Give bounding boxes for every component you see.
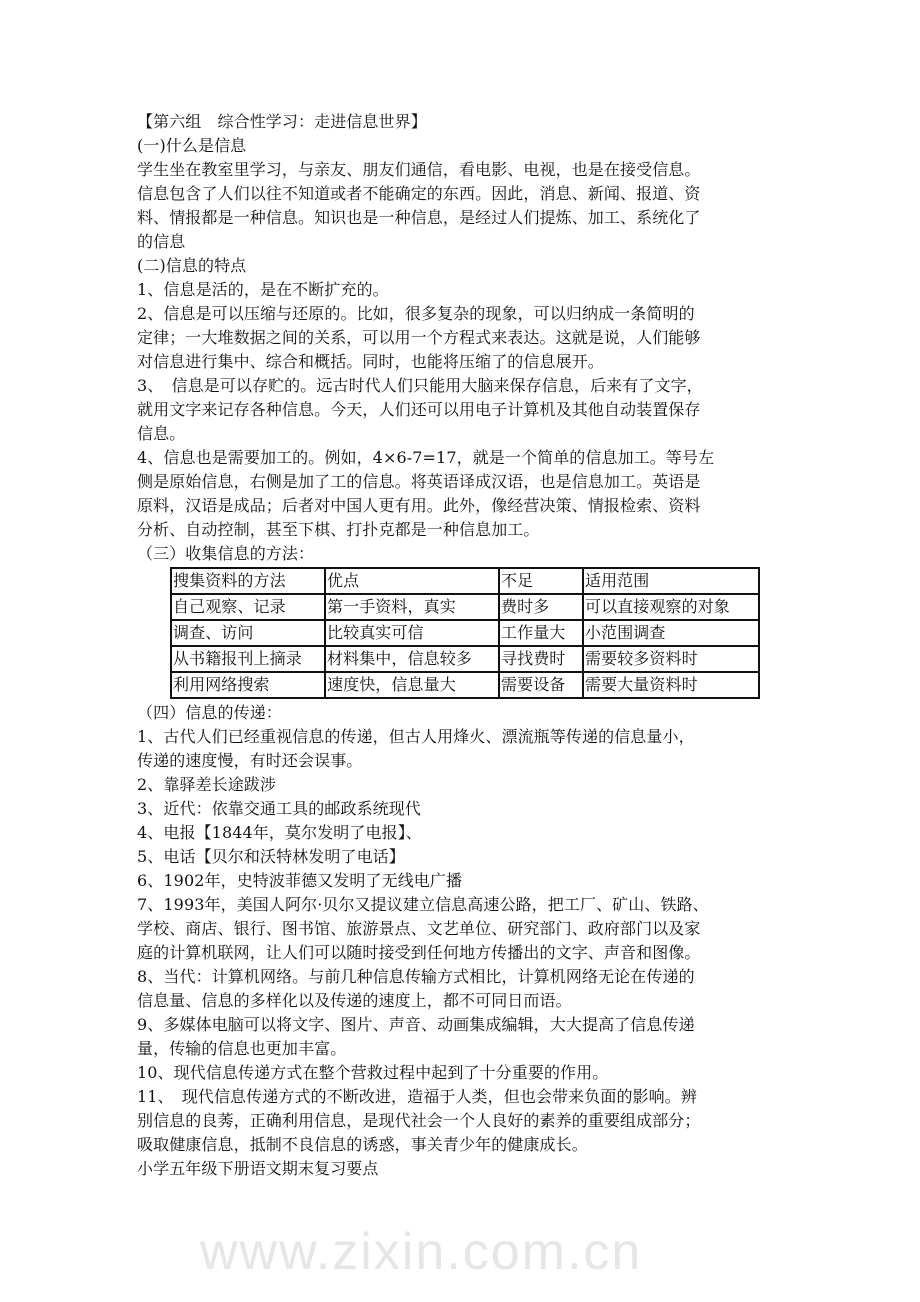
text-line: 2、信息是可以压缩与还原的。比如，很多复杂的现象，可以归纳成一条简明的 [137, 304, 695, 323]
table-cell: 小范围调查 [583, 620, 759, 646]
text-line: 别信息的良莠，正确利用信息，是现代社会一个人良好的素养的重要组成部分； [137, 1111, 701, 1130]
table-cell: 需要设备 [499, 672, 583, 698]
section-heading: (二)信息的特点 [137, 256, 247, 275]
text-line: 的信息 [137, 232, 186, 251]
table-row [171, 620, 759, 646]
table-cell: 需要大量资料时 [583, 672, 759, 698]
text-line: 1、信息是活的，是在不断扩充的。 [137, 280, 389, 299]
text-line: 4、信息也是需要加工的。例如，4×6-7=17，就是一个简单的信息加工。等号左 [137, 448, 715, 467]
table-row [171, 594, 759, 620]
text-line: 6、1902年，史特波菲德又发明了无线电广播 [137, 871, 463, 890]
text-line: 7、1993年，美国人阿尔·贝尔又提议建立信息高速公路，把工厂、矿山、铁路、 [137, 895, 709, 914]
text-line: 1、古代人们已经重视信息的传递，但古人用烽火、漂流瓶等传递的信息量小， [137, 727, 695, 746]
text-line: 5、电话【贝尔和沃特林发明了电话】 [137, 847, 405, 866]
table-cell: 工作量大 [499, 620, 583, 646]
watermark: www.zixin.com.cn [200, 1223, 643, 1281]
table-row [171, 672, 759, 698]
text-line: 分析、自动控制，甚至下棋、打扑克都是一种信息加工。 [137, 520, 540, 539]
text-line: 学生坐在教室里学习，与亲友、朋友们通信，看电影、电视，也是在接受信息。 [137, 160, 701, 179]
document-body [137, 110, 797, 1181]
table-row [171, 646, 759, 672]
text-line: 信息量、信息的多样化以及传递的速度上，都不可同日而语。 [137, 991, 572, 1010]
section-heading: （四）信息的传递： [137, 703, 282, 722]
text-line: 3、近代：依靠交通工具的邮政系统现代 [137, 799, 421, 818]
table-cell: 调查、访问 [171, 620, 325, 646]
table-cell: 材料集中，信息较多 [325, 646, 499, 672]
text-line: 侧是原始信息，右侧是加了工的信息。将英语译成汉语，也是信息加工。英语是 [137, 472, 701, 491]
section-2-body [137, 278, 797, 542]
section-heading: (一)什么是信息 [137, 136, 247, 155]
text-line: 3、 信息是可以存贮的。远古时代人们只能用大脑来保存信息，后来有了文字， [137, 376, 703, 395]
text-line: 学校、商店、银行、图书馆、旅游景点、文艺单位、研究部门、政府部门以及家 [137, 919, 701, 938]
text-line: 传递的速度慢，有时还会误事。 [137, 751, 363, 770]
table-cell: 优点 [325, 568, 499, 594]
text-line: 量，传输的信息也更加丰富。 [137, 1039, 347, 1058]
table-cell: 费时多 [499, 594, 583, 620]
table-header-row [171, 568, 759, 594]
text-line: 信息。 [137, 424, 186, 443]
table-cell: 不足 [499, 568, 583, 594]
text-line: 10、现代信息传递方式在整个营救过程中起到了十分重要的作用。 [137, 1063, 609, 1082]
text-line: 定律；一大堆数据之间的关系，可以用一个方程式来表达。这就是说，人们能够 [137, 328, 701, 347]
text-line: 庭的计算机联网，让人们可以随时接受到任何地方传播出的文字、声音和图像。 [137, 943, 701, 962]
text-line: 原料，汉语是成品；后者对中国人更有用。此外，像经营决策、情报检索、资料 [137, 496, 701, 515]
text-line: 就用文字来记存各种信息。今天，人们还可以用电子计算机及其他自动装置保存 [137, 400, 701, 419]
section-4-body [137, 725, 797, 1157]
text-line: 11、 现代信息传递方式的不断改进，造福于人类，但也会带来负面的影响。辨 [137, 1087, 697, 1106]
text-line: 9、多媒体电脑可以将文字、图片、声音、动画集成编辑，大大提高了信息传递 [137, 1015, 695, 1034]
text-line: 8、当代：计算机网络。与前几种信息传输方式相比，计算机网络无论在传递的 [137, 967, 695, 986]
table-cell: 适用范围 [583, 568, 759, 594]
table-cell: 需要较多资料时 [583, 646, 759, 672]
table-cell: 第一手资料，真实 [325, 594, 499, 620]
table-cell: 速度快，信息量大 [325, 672, 499, 698]
document-title: 【第六组 综合性学习：走进信息世界】 [137, 112, 427, 131]
table-cell: 可以直接观察的对象 [583, 594, 759, 620]
text-line: 对信息进行集中、综合和概括。同时，也能将压缩了的信息展开。 [137, 352, 604, 371]
text-line: 料、情报都是一种信息。知识也是一种信息，是经过人们提炼、加工、系统化了 [137, 208, 701, 227]
footer-heading: 小学五年级下册语文期末复习要点 [137, 1159, 379, 1178]
section-heading: （三）收集信息的方法： [137, 544, 315, 563]
table-cell: 寻找费时 [499, 646, 583, 672]
table-cell: 比较真实可信 [325, 620, 499, 646]
text-line: 信息包含了人们以往不知道或者不能确定的东西。因此，消息、新闻、报道、资 [137, 184, 701, 203]
table-cell: 从书籍报刊上摘录 [171, 646, 325, 672]
methods-table [170, 567, 760, 699]
section-1-body [137, 158, 797, 254]
text-line: 吸取健康信息，抵制不良信息的诱惑，事关青少年的健康成长。 [137, 1135, 588, 1154]
table-cell: 利用网络搜索 [171, 672, 325, 698]
table-cell: 自己观察、记录 [171, 594, 325, 620]
text-line: 4、电报【1844年，莫尔发明了电报】、 [137, 823, 422, 842]
text-line: 2、靠驿差长途跋涉 [137, 775, 277, 794]
table-cell: 搜集资料的方法 [171, 568, 325, 594]
